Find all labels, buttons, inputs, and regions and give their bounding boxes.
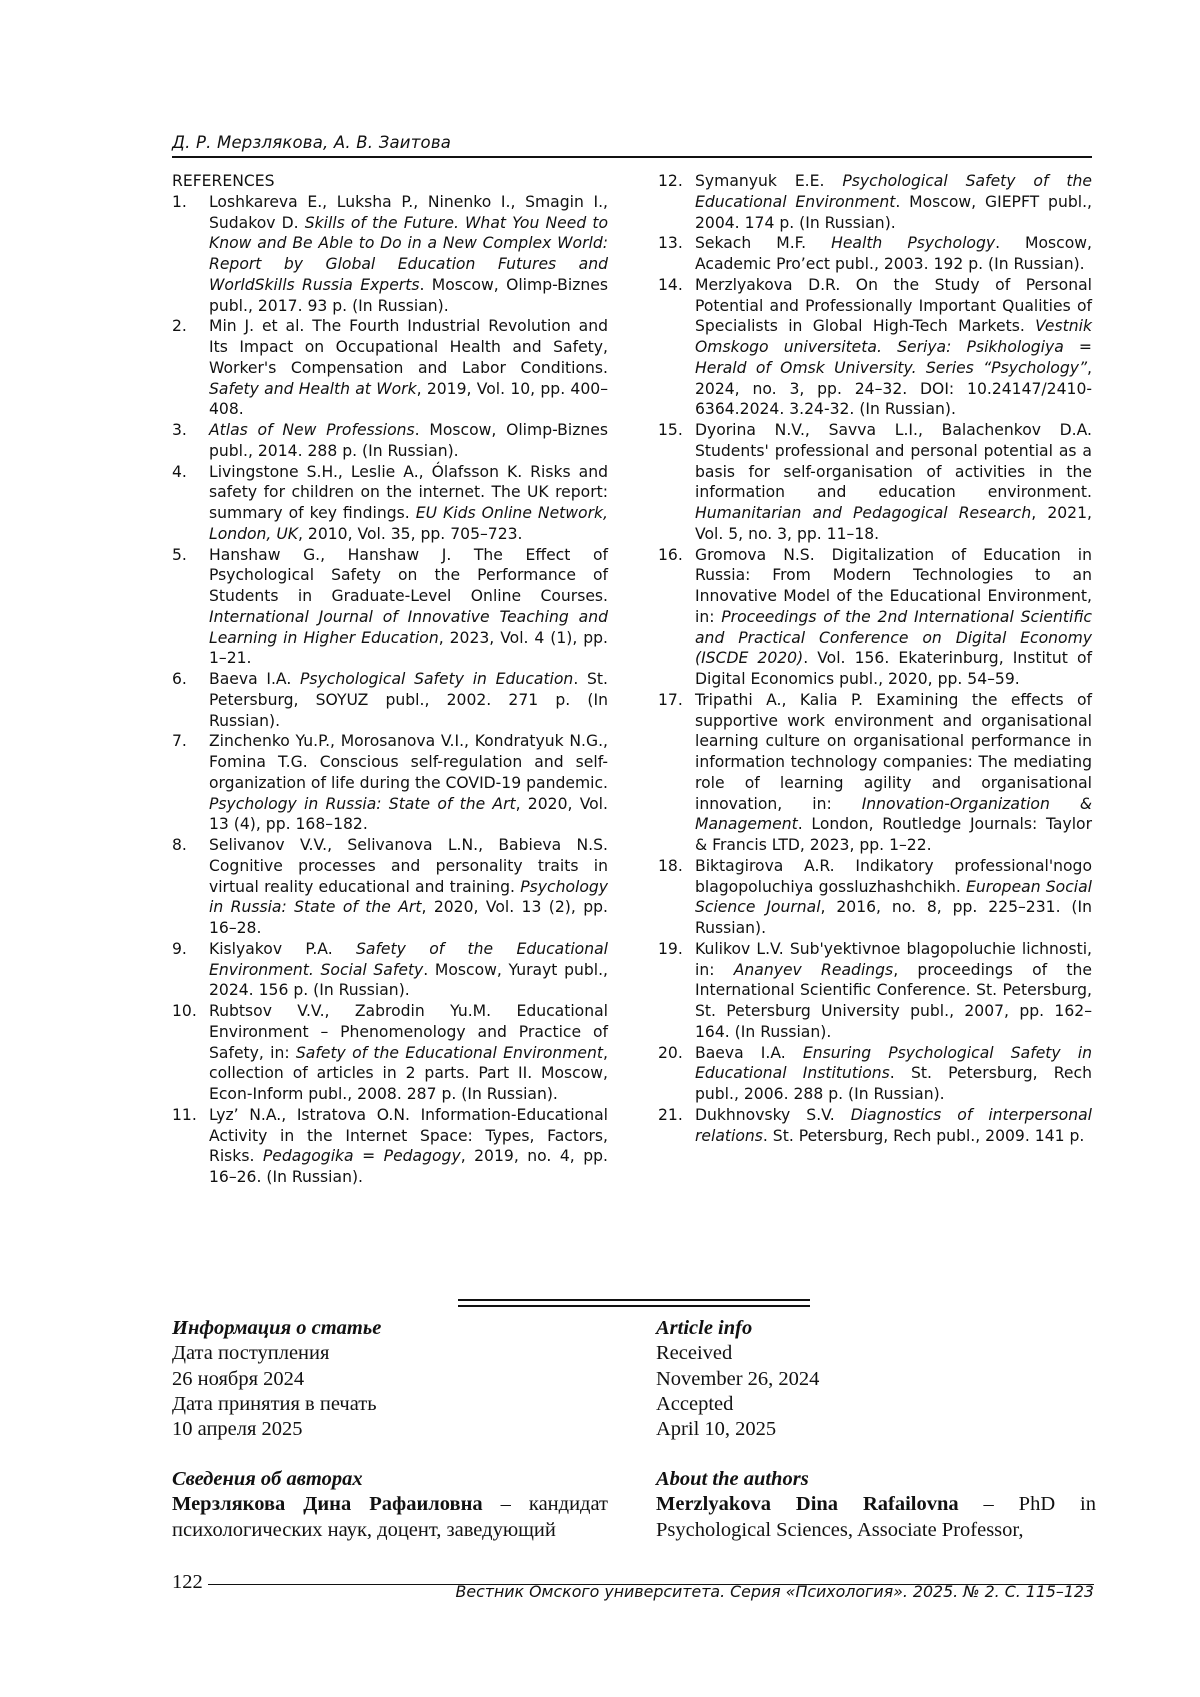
reference-item <box>658 690 1092 856</box>
reference-number: 3. <box>172 421 187 439</box>
reference-text: , 2010, Vol. 35, pp. 705–723. <box>298 524 523 543</box>
reference-number: 13. <box>658 234 683 253</box>
reference-text: , 2024, no. 3, pp. 24–32. DOI: 10.24147/2410-6364.2024. 3.24-32. (In Russian). <box>695 358 1092 419</box>
reference-source: International Journal of Innovative Teaching and Learning in Higher Education <box>209 607 608 647</box>
reference-item <box>172 192 608 317</box>
author-ru-bio <box>172 1492 608 1543</box>
reference-source: Pedagogika = Pedagogy <box>262 1147 461 1166</box>
running-title: Д. Р. Мерзлякова, А. В. Заитова <box>172 133 452 152</box>
reference-item <box>172 462 608 545</box>
reference-number: 7. <box>172 732 187 751</box>
reference-text: , 2020, Vol. 13 (4), pp. 168–182. <box>209 794 608 834</box>
reference-source: Psychology in Russia: State of the Art <box>209 794 516 813</box>
reference-item <box>658 856 1092 939</box>
reference-text: Zinchenko Yu.P., Morosanova V.I., Kondratyuk N.G., Fomina T.G. Conscious self-regulation and self-organization of life during the COVID-19 pandemic. <box>209 732 608 792</box>
reference-text: . Moscow, GIEPFT publ., 2004. 174 p. (In Russian). <box>695 192 1092 232</box>
reference-number: 11. <box>172 1105 197 1124</box>
reference-item <box>172 545 608 670</box>
reference-source: European Social Science Journal <box>695 877 1093 917</box>
header-rule <box>172 156 1092 158</box>
reference-text: . St. Petersburg, Rech publ., 2006. 288 p. (In Russian). <box>695 1064 1092 1103</box>
reference-source: Safety of the Educational Environment <box>295 1043 604 1062</box>
authors-ru <box>172 1467 608 1543</box>
author-ru-text: – кандидат психологических наук, доцент, заведующий <box>172 1493 608 1541</box>
reference-number: 9. <box>172 939 187 958</box>
reference-number: 10. <box>172 1002 197 1020</box>
reference-source: Diagnostics of interpersonal relations <box>695 1105 1092 1145</box>
reference-text: , proceedings of the International Scientific Conference. St. Petersburg, St. Petersburg University publ., 2007, pp. 162–164. (In Russian). <box>695 960 1092 1041</box>
section-separator-top <box>458 1299 810 1301</box>
reference-text: . London, Routledge Journals: Taylor & Francis LTD, 2023, pp. 1–22. <box>695 815 1092 854</box>
authors-ru-heading: Сведения об авторах <box>172 1468 363 1490</box>
reference-number: 4. <box>172 462 187 481</box>
authors-en <box>656 1467 1096 1543</box>
reference-text: , 2020, Vol. 13 (2), pp. 16–28. <box>209 898 609 937</box>
reference-number: 18. <box>658 856 683 875</box>
reference-text: . Moscow, Academic Pro’ect publ., 2003. 192 p. (In Russian). <box>695 234 1092 273</box>
reference-list-left <box>172 192 608 1188</box>
reference-source: Psychological Safety of the Educational Environment <box>695 172 1092 211</box>
reference-item <box>658 171 1092 233</box>
reference-number: 2. <box>172 317 187 336</box>
reference-text: Selivanov V.V., Selivanova L.N., Babieva N.S. Cognitive processes and personality traits in virtual reality educational and training. <box>209 836 608 896</box>
author-en-bio <box>656 1492 1096 1543</box>
reference-text: Min J. et al. The Fourth Industrial Revolution and Its Impact on Occupational Health and Safety, Worker's Compensation and Labor Conditions. <box>209 317 608 377</box>
section-separator-bottom <box>458 1305 810 1307</box>
reference-number: 14. <box>658 275 683 294</box>
reference-item <box>658 275 1092 420</box>
reference-text: Baeva I.A. <box>209 670 301 688</box>
reference-number: 16. <box>658 545 683 564</box>
reference-text: . St. Petersburg, SOYUZ publ., 2002. 271 p. (In Russian). <box>209 670 609 730</box>
reference-item <box>658 545 1092 690</box>
reference-text: Merzlyakova D.R. On the Study of Personal Potential and Professionally Important Qualities of Specialists in Global High-Tech Markets. <box>695 275 1092 336</box>
reference-source: Safety of the Educational Environment. Social Safety <box>209 939 608 979</box>
reference-list-right <box>658 171 1092 1146</box>
author-ru-name: Мерзлякова Дина Рафаиловна <box>172 1493 483 1516</box>
reference-item <box>172 316 608 420</box>
references-column-right <box>658 171 1092 1146</box>
reference-number: 1. <box>172 192 187 211</box>
reference-source: Ananyev Readings <box>733 960 894 979</box>
reference-text: Baeva I.A. <box>695 1043 803 1062</box>
reference-number: 12. <box>658 172 683 190</box>
reference-source: Psychological Safety in Education <box>300 670 574 688</box>
reference-text: , 2023, Vol. 4 (1), pp. 1–21. <box>209 628 608 668</box>
accepted-label-ru: Дата принятия в печать <box>172 1392 377 1415</box>
reference-text: Biktagirova A.R. Indikatory professional'nogo blagopoluchiya gossluzhashchikh. <box>695 856 1092 896</box>
reference-number: 17. <box>658 690 683 709</box>
reference-item <box>172 1001 608 1105</box>
journal-footer: Вестник Омского университета. Серия «Психология». 2025. № 2. С. 115–123 <box>455 1582 1094 1601</box>
reference-text: Dyorina N.V., Savva L.I., Balachenkov D.A. Students' professional and personal potential as a basis for self-organisation of activities in the information and education environment. <box>695 421 1092 502</box>
reference-item <box>658 420 1092 545</box>
reference-text: Kislyakov P.A. <box>209 939 356 958</box>
reference-text: . St. Petersburg, Rech publ., 2009. 141 p. <box>762 1126 1085 1145</box>
reference-source: Humanitarian and Pedagogical Research <box>695 504 1032 522</box>
reference-text: . Moscow, Yurayt publ., 2024. 156 p. (In Russian). <box>209 960 609 1000</box>
reference-source: EU Kids Online Network, London, UK <box>209 504 608 543</box>
reference-number: 19. <box>658 939 683 958</box>
reference-text: . Moscow, Olimp-Biznes publ., 2014. 288 p. (In Russian). <box>209 421 608 460</box>
authors-en-heading: About the authors <box>656 1468 809 1490</box>
reference-text: Loshkareva E., Luksha P., Ninenko I., Smagin I., Sudakov D. <box>209 192 608 232</box>
reference-number: 20. <box>658 1043 683 1062</box>
reference-item <box>172 669 608 731</box>
article-info-en-heading: Article info <box>656 1317 753 1339</box>
article-info-ru-heading: Информация о статье <box>172 1317 382 1339</box>
references-title: REFERENCES <box>172 172 275 190</box>
reference-item <box>172 731 608 835</box>
received-label-en: Received <box>656 1342 733 1365</box>
reference-item <box>172 835 608 939</box>
reference-text: , 2021, Vol. 5, no. 3, pp. 11–18. <box>695 504 1092 543</box>
reference-item <box>658 1043 1092 1105</box>
reference-text: Kulikov L.V. Sub'yektivnoe blagopoluchie lichnosti, in: <box>695 939 1092 979</box>
reference-source: Psychology in Russia: State of the Art <box>209 877 608 917</box>
reference-text: Symanyuk E.E. <box>695 172 843 190</box>
references-column-left <box>172 171 608 1188</box>
reference-number: 21. <box>658 1105 683 1124</box>
article-info-en <box>656 1316 1096 1442</box>
reference-source: Safety and Health at Work <box>209 379 417 398</box>
reference-source: Innovation-Organization & Management <box>695 794 1092 834</box>
reference-source: Ensuring Psychological Safety in Educational Institutions <box>695 1043 1093 1083</box>
reference-item <box>172 1105 608 1188</box>
reference-item <box>172 939 608 1001</box>
article-info-ru <box>172 1316 608 1442</box>
reference-item <box>658 939 1092 1043</box>
reference-number: 6. <box>172 670 187 688</box>
received-date-en: November 26, 2024 <box>656 1367 820 1390</box>
received-label-ru: Дата поступления <box>172 1342 330 1365</box>
reference-number: 15. <box>658 421 683 439</box>
reference-source: Health Psychology <box>831 234 996 253</box>
reference-text: , 2016, no. 8, pp. 225–231. (In Russian). <box>695 898 1092 937</box>
accepted-date-ru: 10 апреля 2025 <box>172 1418 303 1441</box>
reference-text: Livingstone S.H., Leslie A., Ólafsson K. Risks and safety for children on the internet. The UK report: summary of key findings. <box>209 462 608 522</box>
accepted-label-en: Accepted <box>656 1392 734 1415</box>
author-en-text: – PhD in Psychological Sciences, Associate Professor, <box>656 1493 1096 1541</box>
reference-source: Proceedings of the 2nd International Scientific and Practical Conference on Digital Economy (ISCDE 2020) <box>695 607 1092 668</box>
reference-text: , 2019, Vol. 10, pp. 400–408. <box>209 379 608 419</box>
accepted-date-en: April 10, 2025 <box>656 1418 777 1441</box>
reference-number: 5. <box>172 545 187 564</box>
reference-source: Vestnik Omskogo universiteta. Seriya: Psikhologiya = Herald of Omsk University. Series “Psychology” <box>695 317 1092 377</box>
reference-text: . Moscow, Olimp-Biznes publ., 2017. 93 p. (In Russian). <box>209 275 608 315</box>
reference-text: Tripathi A., Kalia P. Examining the effects of supportive work environment and organisational learning culture on organisational performance in information technology companies: The mediating role of learning agility and organisational innovation, in: <box>695 690 1092 813</box>
reference-text: Sekach M.F. <box>695 234 832 253</box>
reference-text: , collection of articles in 2 parts. Part II. Moscow, Econ-Inform publ., 2008. 287 p. (In Russian). <box>209 1043 608 1103</box>
reference-item <box>658 233 1092 275</box>
received-date-ru: 26 ноября 2024 <box>172 1367 305 1390</box>
author-en-name: Merzlyakova Dina Rafailovna <box>656 1493 959 1516</box>
reference-text: Dukhnovsky S.V. <box>695 1105 851 1124</box>
reference-source: Atlas of New Professions <box>209 421 415 439</box>
reference-text: Gromova N.S. Digitalization of Education in Russia: From Modern Technologies to an Innovative Model of the Educational Environment, in: <box>695 545 1092 626</box>
reference-text: Lyz’ N.A., Istratova O.N. Information-Educational Activity in the Internet Space: Types, Factors, Risks. <box>209 1105 608 1166</box>
reference-item <box>172 420 608 462</box>
page-number: 122 <box>172 1571 203 1593</box>
reference-item <box>658 1105 1092 1147</box>
reference-text: Hanshaw G., Hanshaw J. The Effect of Psychological Safety on the Performance of Students in Graduate-Level Online Courses. <box>209 545 608 605</box>
reference-number: 8. <box>172 836 187 854</box>
reference-source: Skills of the Future. What You Need to Know and Be Able to Do in a New Complex World: Report by Global Education Futures and WorldSkills Russia Experts <box>209 213 608 294</box>
reference-text: , 2019, no. 4, pp. 16–26. (In Russian). <box>209 1147 608 1186</box>
reference-text: . Vol. 156. Ekaterinburg, Institut of Digital Economics publ., 2020, pp. 54–59. <box>695 649 1093 688</box>
reference-text: Rubtsov V.V., Zabrodin Yu.M. Educational Environment – Phenomenology and Practice of Safety, in: <box>209 1002 608 1062</box>
